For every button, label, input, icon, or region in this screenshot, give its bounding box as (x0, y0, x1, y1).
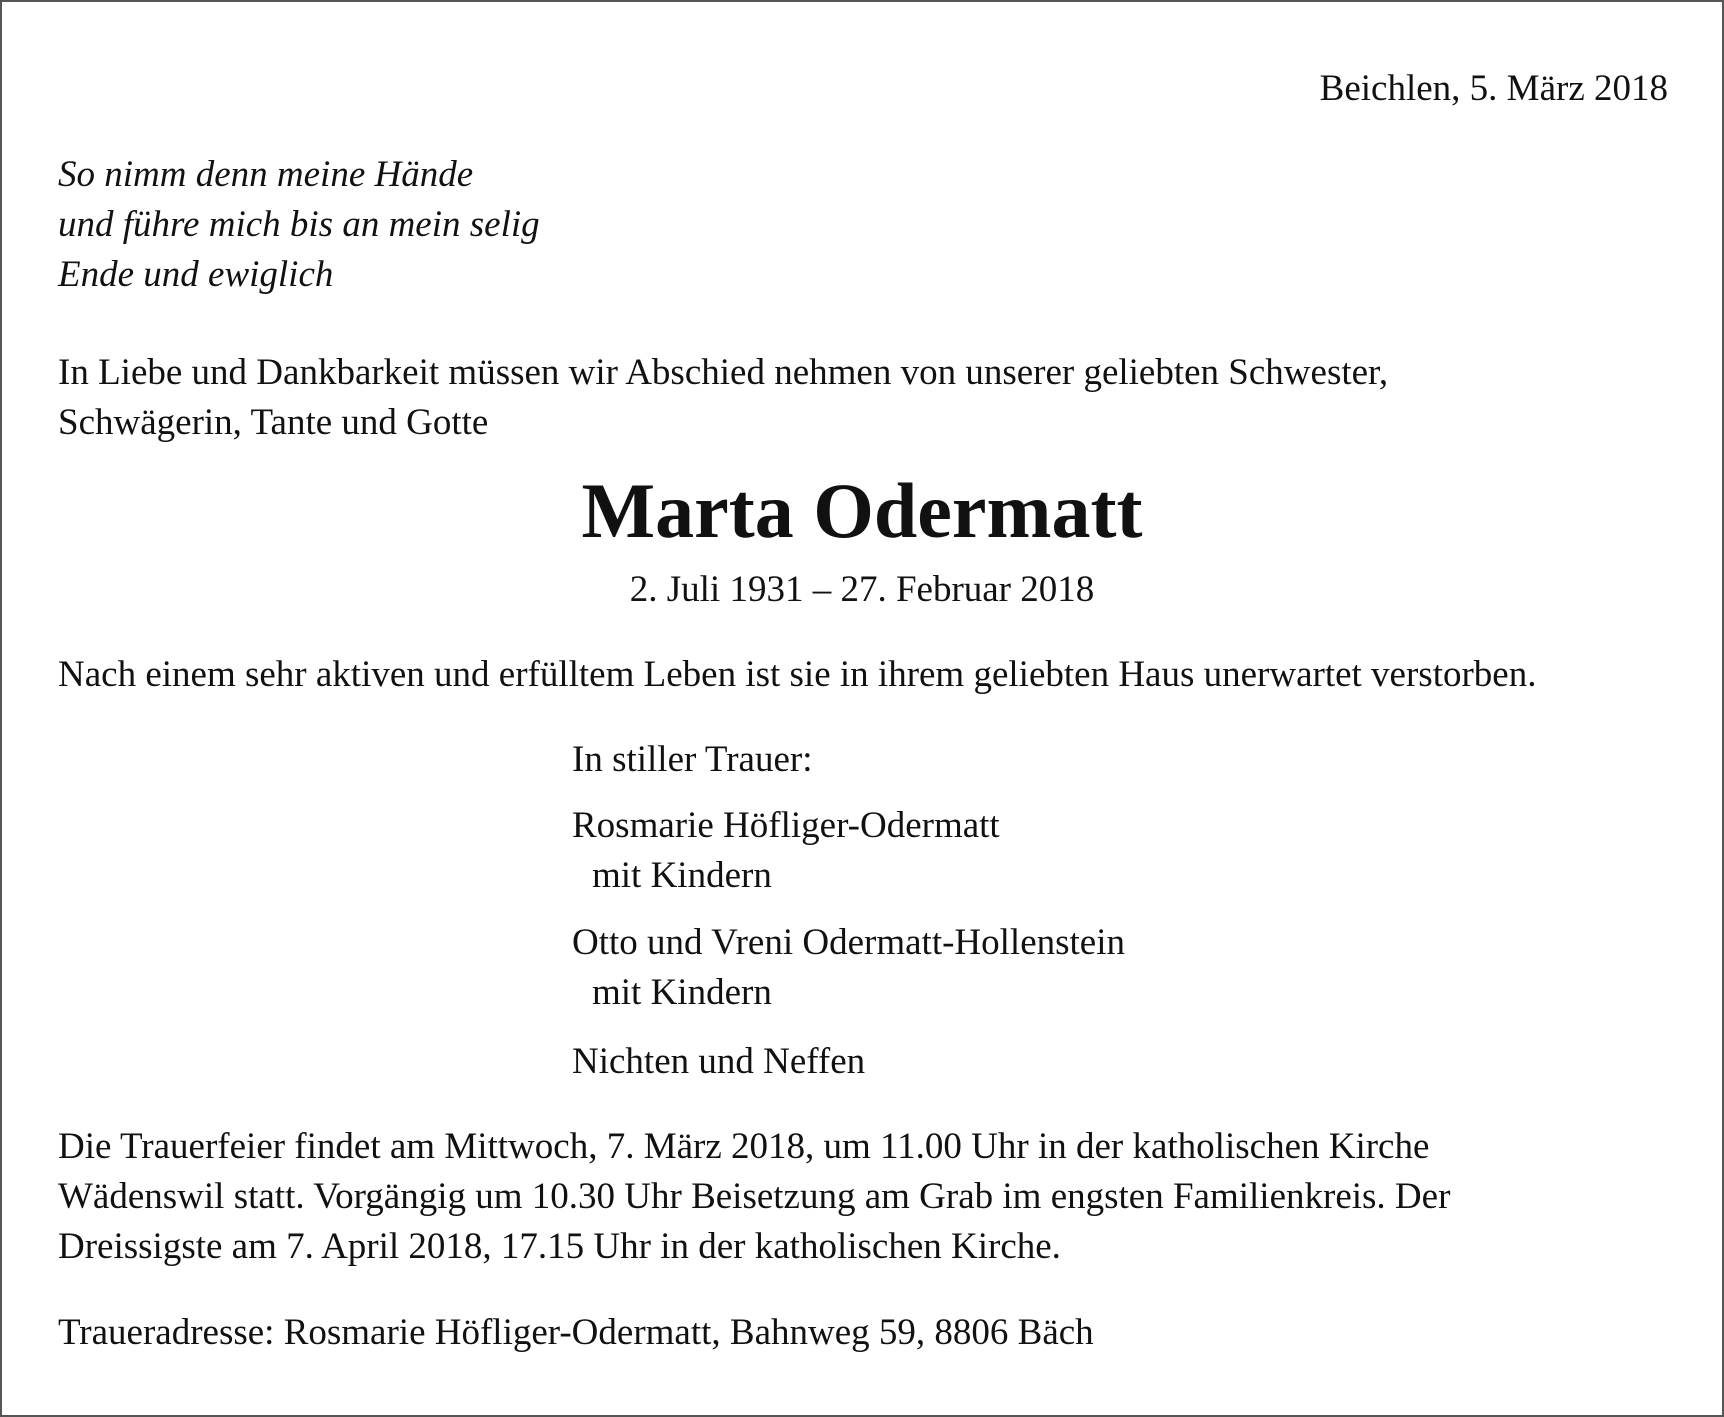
verse-line: Ende und ewiglich (58, 254, 334, 295)
mourner-name: Nichten und Neffen (572, 1041, 866, 1082)
life-statement: Nach einem sehr aktiven und erfülltem Leben ist sie in ihrem geliebten Haus unerwartet verstorben. (58, 654, 1537, 695)
mourner-name: Otto und Vreni Odermatt-Hollenstein (572, 922, 1126, 963)
service-line: Die Trauerfeier findet am Mittwoch, 7. März 2018, um 11.00 Uhr in der katholischen Kirche (58, 1126, 1430, 1167)
place-date: Beichlen, 5. März 2018 (1319, 68, 1668, 109)
deceased-name: Marta Odermatt (581, 467, 1143, 554)
mourner-note: mit Kindern (592, 855, 772, 896)
mourners-heading: In stiller Trauer: (572, 739, 813, 780)
mourner-name: Rosmarie Höfliger-Odermatt (572, 805, 1000, 846)
intro-line: In Liebe und Dankbarkeit müssen wir Abschied nehmen von unserer geliebten Schwester, (58, 352, 1389, 393)
verse-line: und führe mich bis an mein selig (58, 204, 540, 245)
intro-line: Schwägerin, Tante und Gotte (58, 402, 489, 443)
service-line: Wädenswil statt. Vorgängig um 10.30 Uhr Beisetzung am Grab im engsten Familienkreis. Der (58, 1176, 1451, 1217)
verse-line: So nimm denn meine Hände (58, 154, 474, 195)
life-dates: 2. Juli 1931 – 27. Februar 2018 (629, 569, 1095, 610)
mourning-address: Traueradresse: Rosmarie Höfliger-Odermatt, Bahnweg 59, 8806 Bäch (58, 1312, 1094, 1353)
mourner-note: mit Kindern (592, 972, 772, 1013)
service-line: Dreissigste am 7. April 2018, 17.15 Uhr in der katholischen Kirche. (58, 1226, 1061, 1267)
